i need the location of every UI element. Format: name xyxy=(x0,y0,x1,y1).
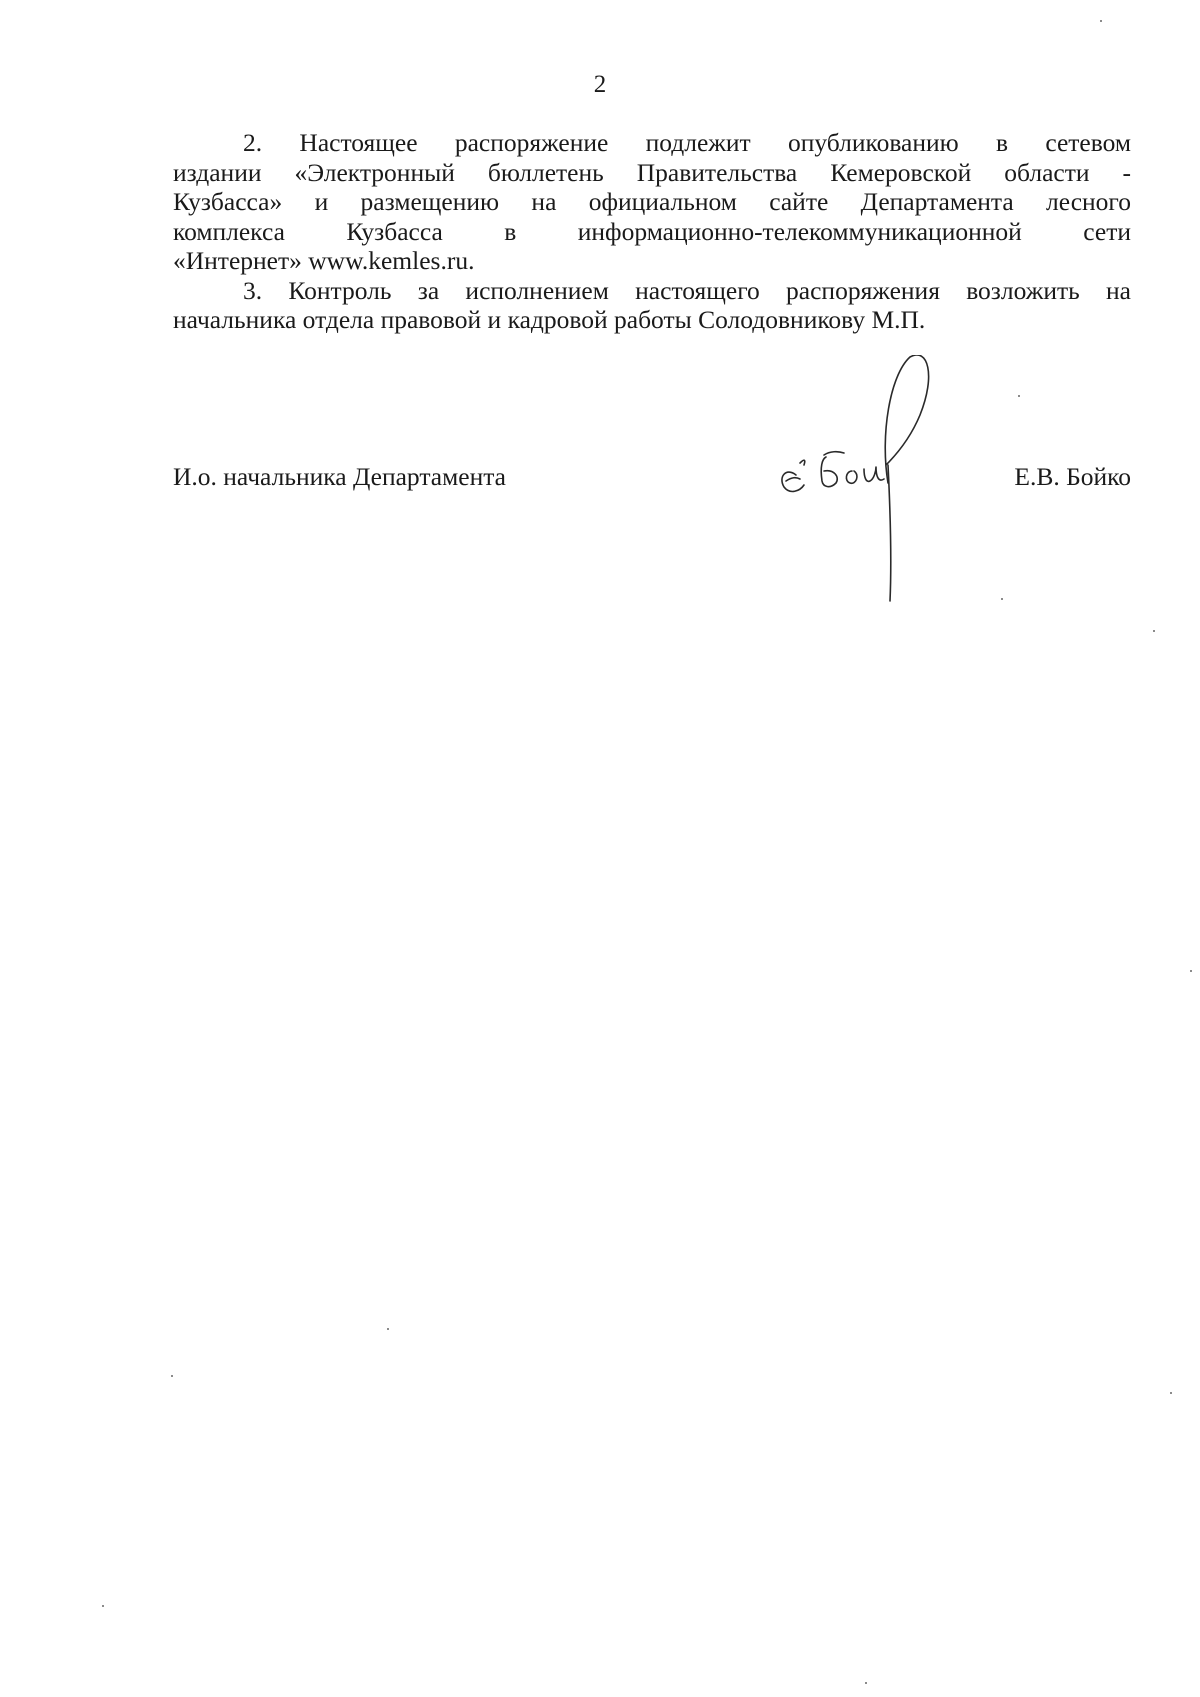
text-line: Кузбасса» и размещению на официальном сайте Департамента лесного xyxy=(173,187,1131,216)
text-line: 3. Контроль за исполнением настоящего распоряжения возложить на xyxy=(243,275,1131,305)
scan-speck xyxy=(171,1375,173,1377)
text-line: издании «Электронный бюллетень Правительства Кемеровской области - xyxy=(173,157,1131,187)
text-line: комплекса Кузбасса в информационно-телекоммуникационной сети xyxy=(173,216,1131,246)
document-body xyxy=(173,128,1131,335)
scan-speck xyxy=(865,1682,867,1684)
scan-speck xyxy=(1018,395,1020,397)
signer-name: Е.В. Бойко xyxy=(1014,462,1131,491)
scan-speck xyxy=(1001,598,1003,600)
scan-speck xyxy=(387,1328,389,1330)
signature-block xyxy=(173,462,1131,502)
text-line: 2. Настоящее распоряжение подлежит опубликованию в сетевом xyxy=(243,128,1131,157)
scan-speck xyxy=(1100,20,1102,22)
text-line: начальника отдела правовой и кадровой работы Солодовникову М.П. xyxy=(173,305,926,334)
text-line: «Интернет» www.kemles.ru. xyxy=(173,246,475,275)
scan-speck xyxy=(1170,1392,1172,1394)
paragraph-2 xyxy=(173,128,1131,276)
signer-title: И.о. начальника Департамента xyxy=(173,462,506,491)
scan-speck xyxy=(102,1605,104,1607)
handwritten-signature xyxy=(760,355,970,605)
scan-speck xyxy=(1153,630,1155,632)
paragraph-3 xyxy=(173,276,1131,335)
scan-speck xyxy=(1190,970,1192,972)
page-number: 2 xyxy=(593,71,607,98)
